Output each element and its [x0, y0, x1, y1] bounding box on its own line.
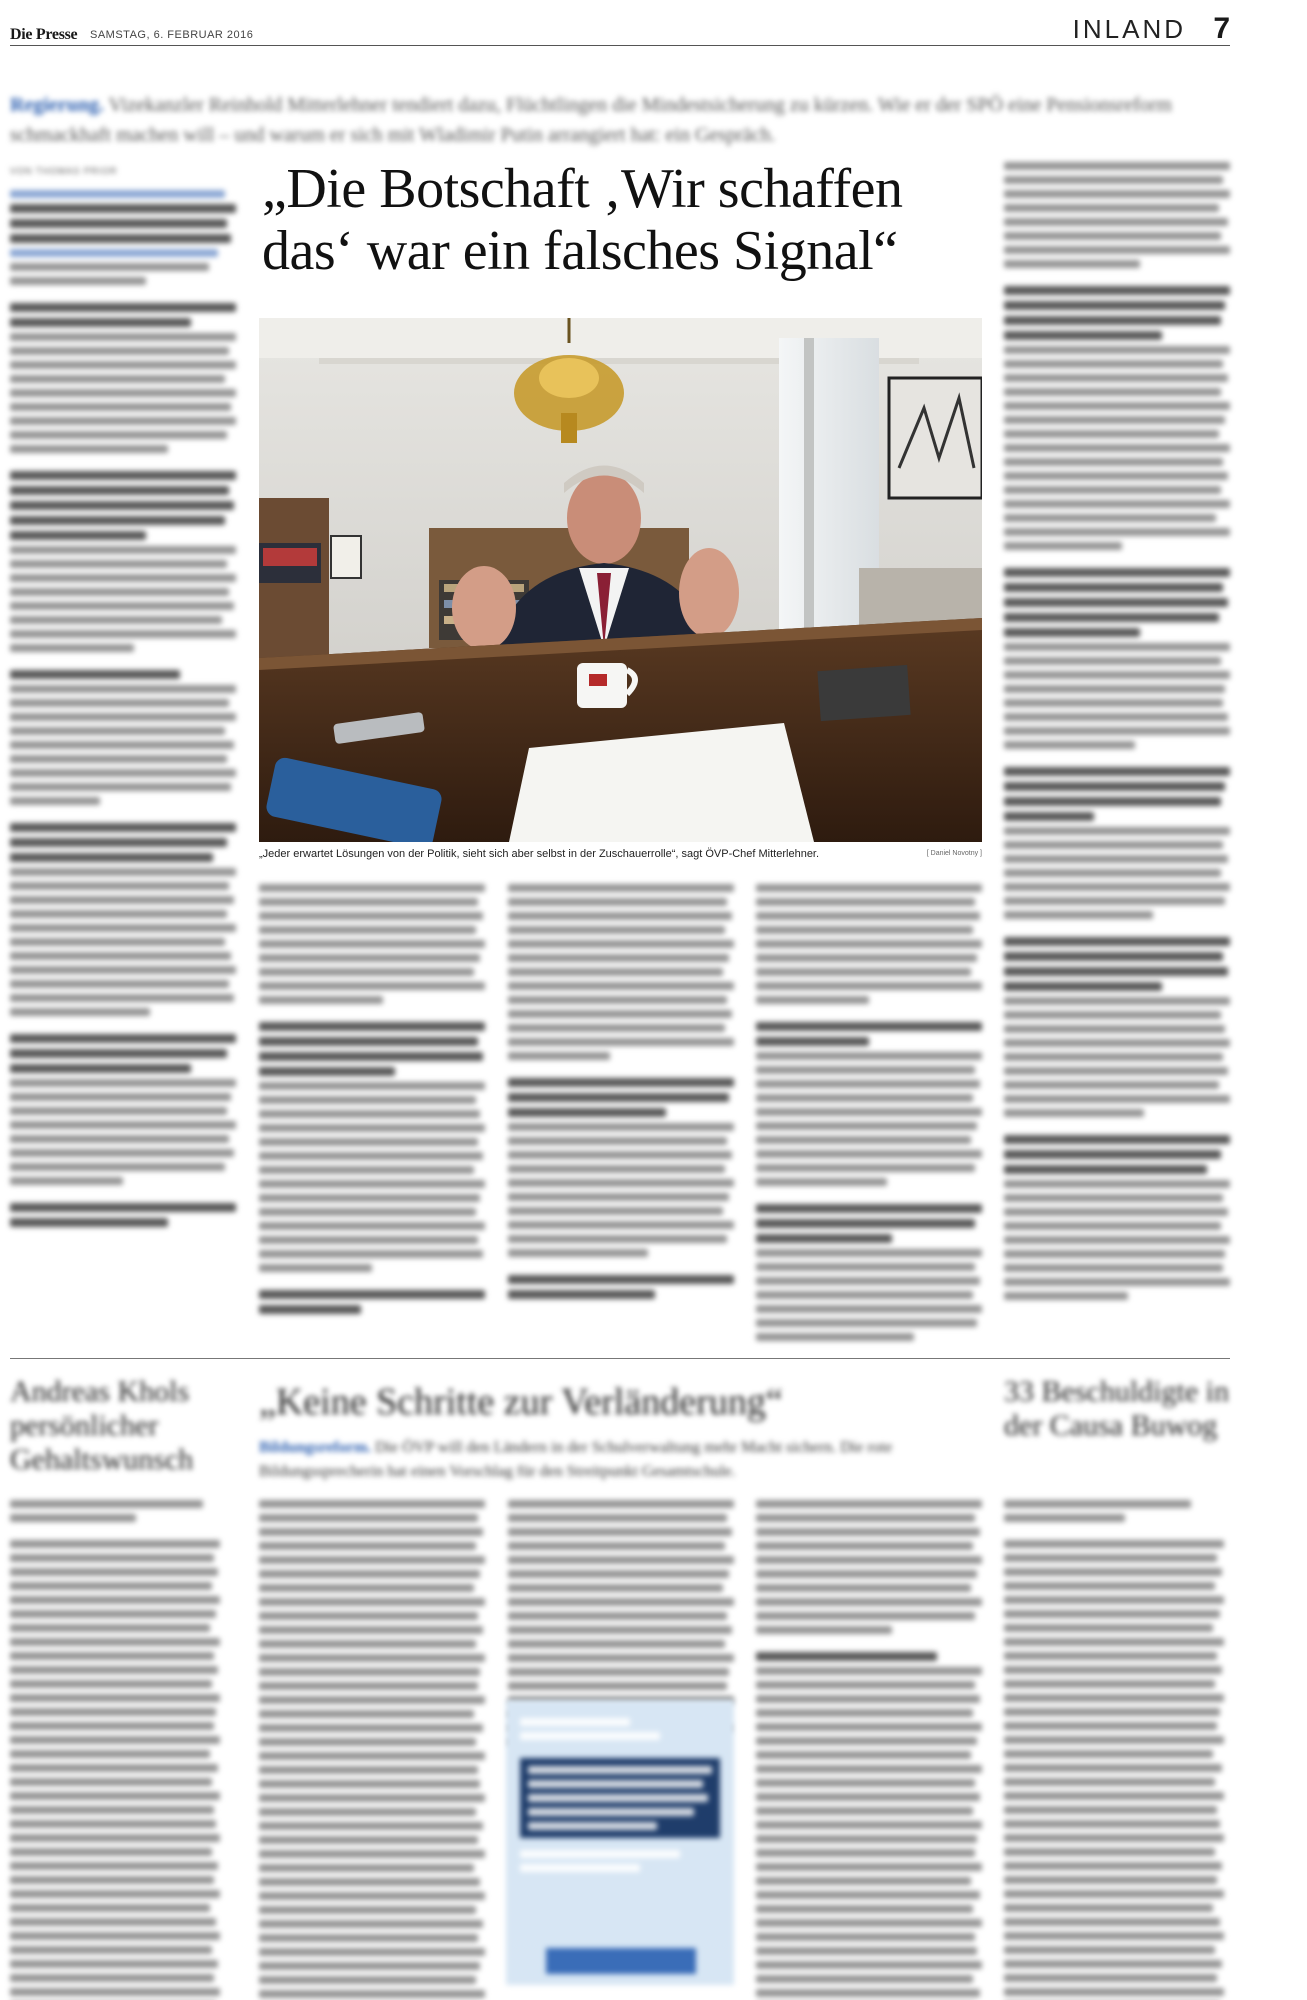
photo-caption: [259, 848, 982, 860]
section-divider: [10, 1358, 1230, 1359]
photo-illustration: [259, 318, 982, 842]
sonntag-promo-box: [506, 1700, 734, 1985]
article-kicker: [10, 90, 1230, 150]
issue-date: SAMSTAG, 6. FEBRUAR 2016: [90, 29, 254, 41]
masthead: [10, 14, 1230, 46]
photo-credit: [ Daniel Novotny ]: [926, 850, 982, 857]
bildung-column-3: [756, 1500, 982, 2000]
interview-column-3: [508, 884, 734, 1305]
headline-line-1: „Die Botschaft ‚Wir schaffen: [262, 158, 903, 220]
newspaper-brand: Die Presse: [10, 26, 78, 43]
interview-column-4: [756, 884, 982, 1347]
kicker-text: Vizekanzler Reinhold Mitterlehner tendiert dazu, Flüchtlingen die Mindestsicherung zu kürzen. Wie er der SPÖ eine Pensionsreform schmackhaft machen will – und warum er sich mit Wladimir Putin arrangiert hat: ein Gespräch.: [10, 94, 1172, 146]
interview-column-right: [1004, 162, 1230, 1306]
headline-line-2: das‘ war ein falsches Signal“: [262, 220, 898, 282]
kicker-label: Regierung.: [10, 94, 104, 116]
bildung-kicker-label: Bildungsreform.: [259, 1439, 372, 1456]
bildung-headline: „Keine Schritte zur Verländerung“: [259, 1381, 783, 1423]
bildung-kicker: [259, 1436, 989, 1484]
interview-column-2: [259, 884, 485, 1320]
promo-logo-banner: [546, 1948, 696, 1974]
buwog-headline: 33 Beschuldigte in der Causa Buwog: [1004, 1375, 1229, 1442]
khol-headline: Andreas Khols persönlicher Gehaltswunsch: [10, 1375, 194, 1476]
page-number: 7: [1213, 12, 1230, 45]
buwog-story-text: [1004, 1500, 1224, 2000]
bildung-column-1: [259, 1500, 485, 2000]
bildung-kicker-text: Die ÖVP will den Ländern in der Schulverwaltung mehr Macht sichern. Die rote Bildungssprecherin hat einen Vorschlag für den Streitpunkt Gesamtschule.: [259, 1439, 893, 1480]
section-title: INLAND: [1072, 14, 1186, 44]
caption-text: „Jeder erwartet Lösungen von der Politik, sieht sich aber selbst in der Zuschauerrolle“, sagt ÖVP-Chef Mitterlehner.: [259, 848, 820, 860]
interview-column-left: [10, 190, 236, 1233]
article-photo: [259, 318, 982, 842]
author-byline: VON THOMAS PRIOR: [10, 166, 118, 176]
khol-story-text: [10, 1500, 220, 2000]
main-headline: [262, 158, 982, 282]
